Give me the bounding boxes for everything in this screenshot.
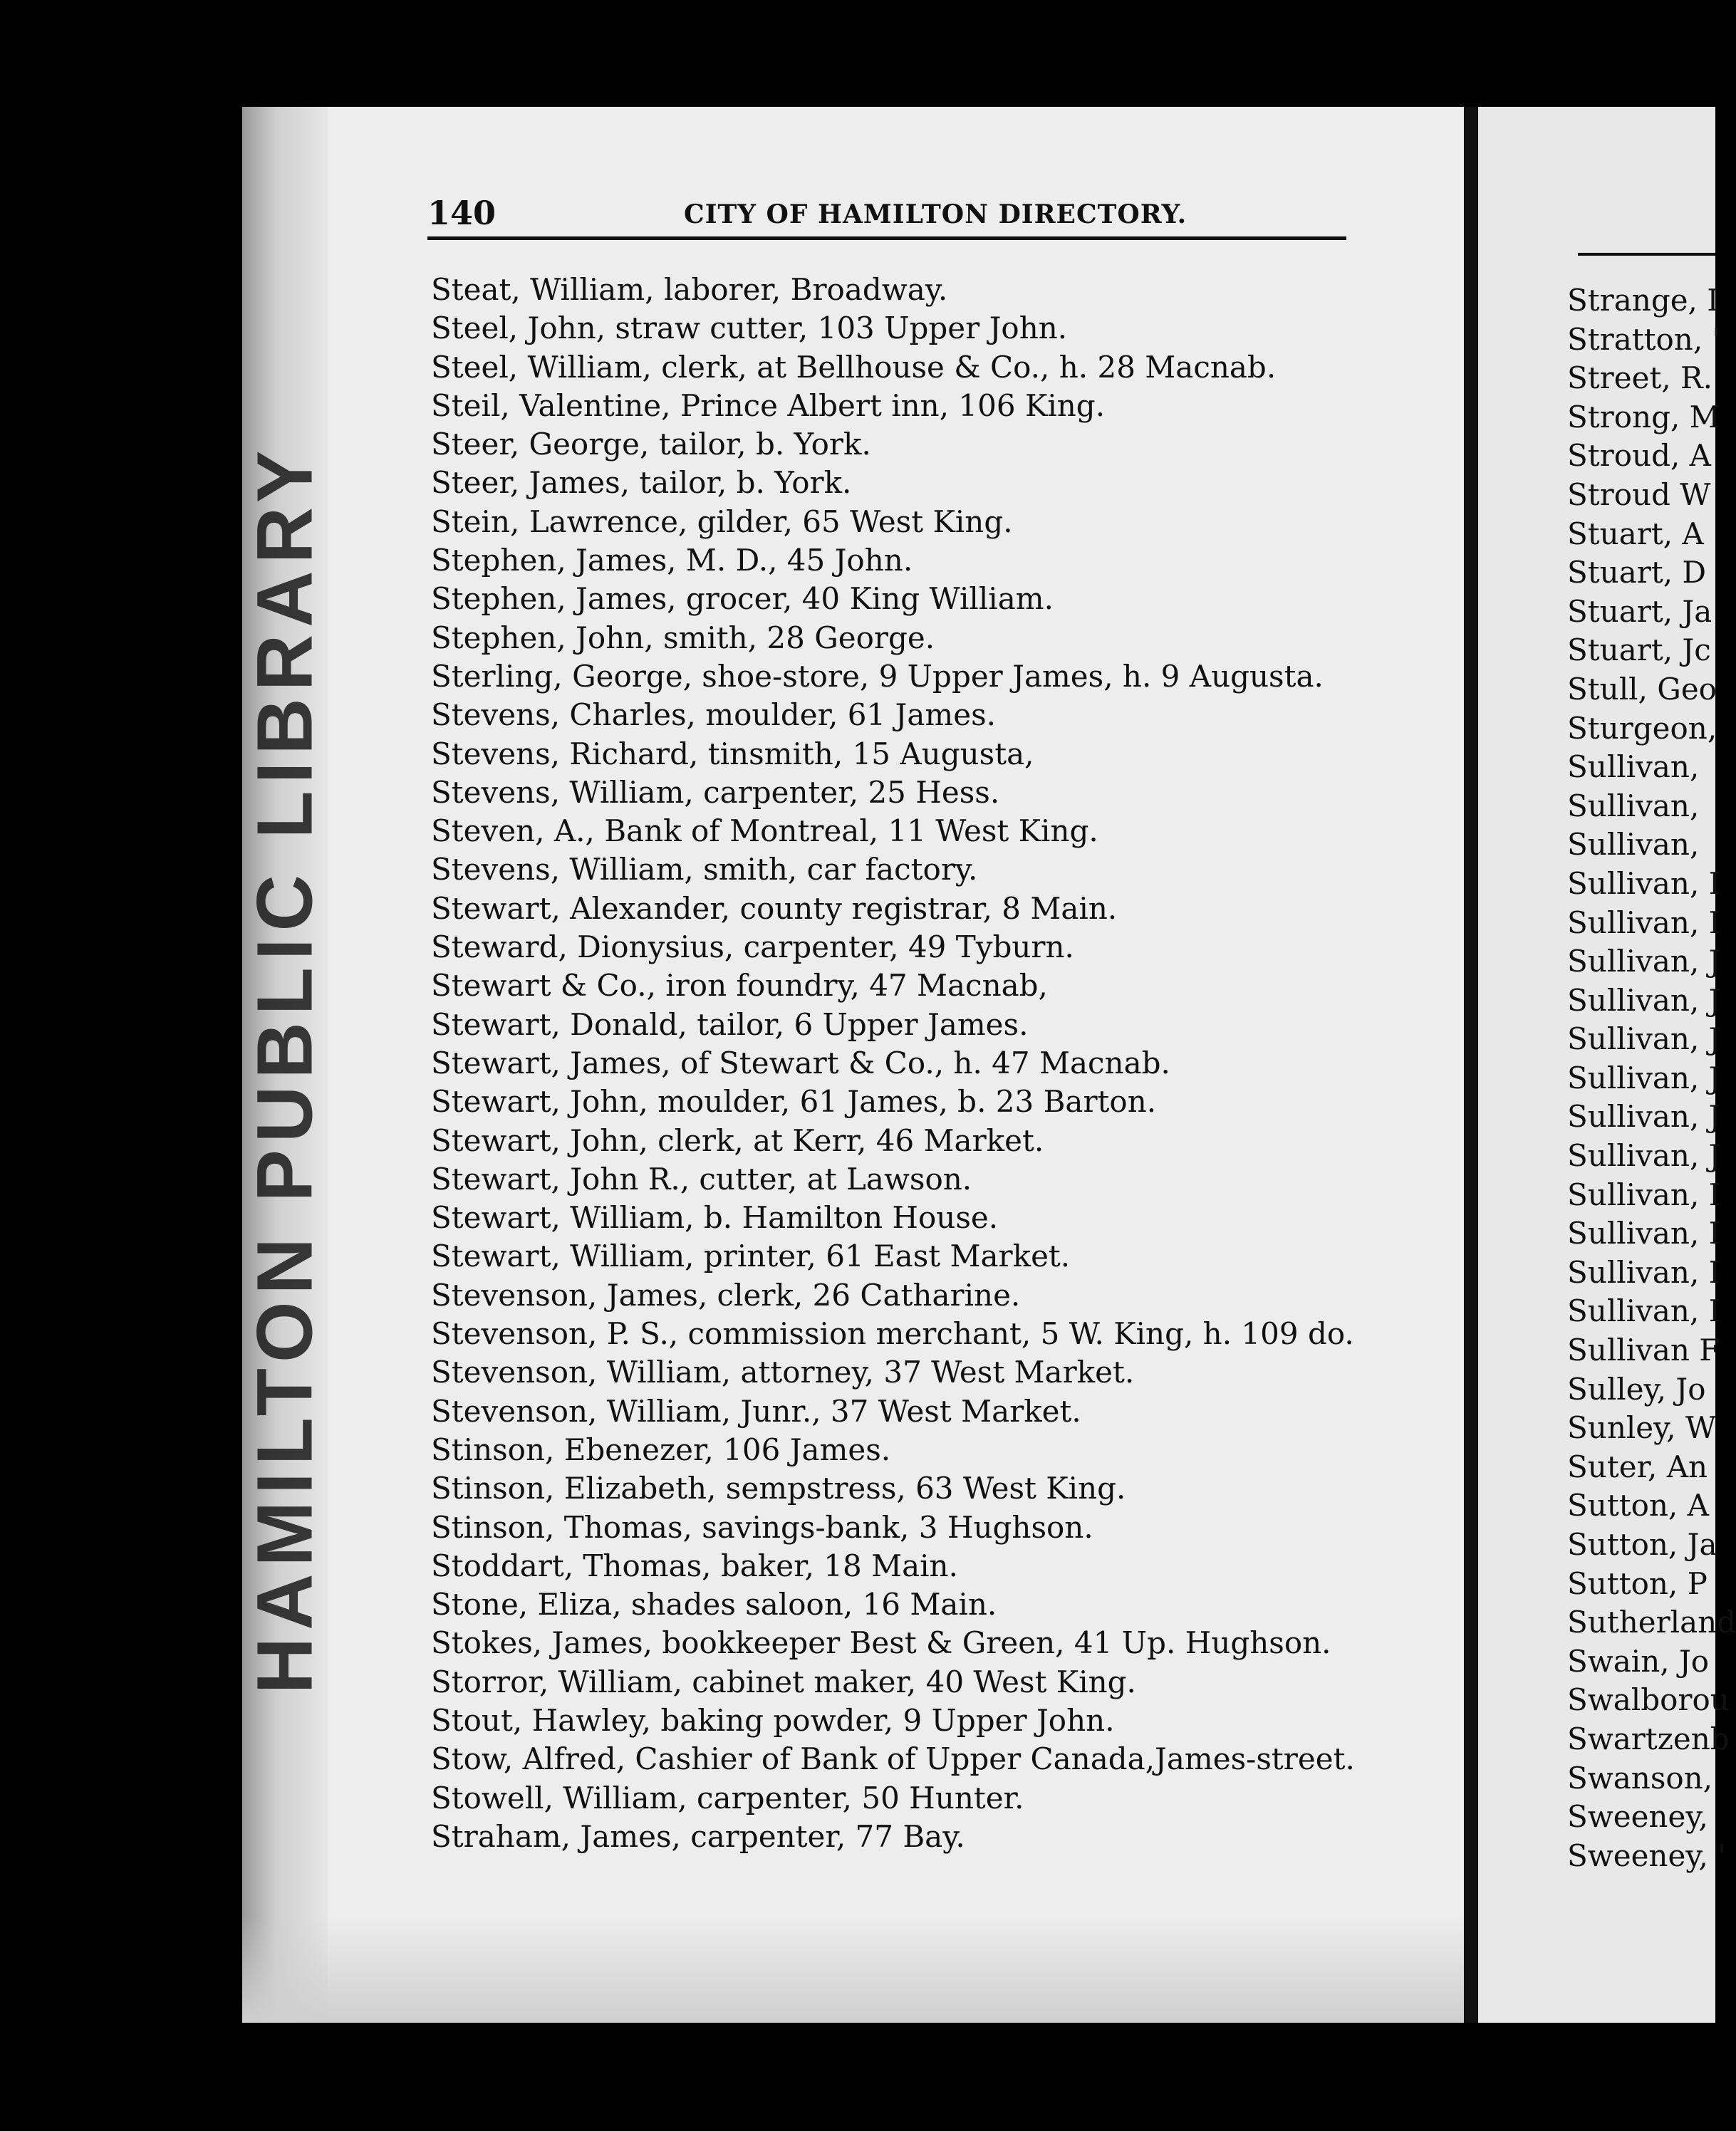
- right-header-rule: [1578, 253, 1715, 256]
- directory-entry: Storror, William, cabinet maker, 40 West King.: [431, 1664, 1136, 1699]
- directory-entry: Stuart, A: [1567, 516, 1704, 551]
- directory-entry: Sullivan, J: [1567, 1021, 1721, 1057]
- directory-entry: Stevens, William, carpenter, 25 Hess.: [431, 774, 1000, 810]
- directory-entry: Stroud, A: [1567, 438, 1711, 474]
- directory-entry: Swain, Jo: [1567, 1643, 1710, 1679]
- directory-entry: Stewart, William, b. Hamilton House.: [431, 1200, 999, 1236]
- directory-entry: Swartzenb: [1567, 1721, 1730, 1756]
- directory-entry: Straham, James, carpenter, 77 Bay.: [431, 1818, 965, 1854]
- directory-entry: Sullivan F: [1567, 1333, 1720, 1368]
- page-header: [427, 194, 1346, 236]
- directory-entry: Stevens, Charles, moulder, 61 James.: [431, 697, 996, 733]
- directory-entry: Sterling, George, shoe-store, 9 Upper James, h. 9 Augusta.: [431, 658, 1324, 694]
- directory-entry: Stewart, William, printer, 61 East Market.: [431, 1239, 1071, 1274]
- directory-entry: Stokes, James, bookkeeper Best & Green, 41 Up. Hughson.: [431, 1625, 1331, 1661]
- directory-entry: Stow, Alfred, Cashier of Bank of Upper Canada,James-street.: [431, 1741, 1355, 1777]
- directory-entry: Stephen, John, smith, 28 George.: [431, 620, 935, 655]
- directory-entry: Stuart, D: [1567, 555, 1707, 590]
- directory-entry: Stevenson, P. S., commission merchant, 5 W. King, h. 109 do.: [431, 1316, 1354, 1352]
- directory-entry: Stewart, James, of Stewart & Co., h. 47 Macnab.: [431, 1045, 1170, 1080]
- directory-entry: Stull, Geo: [1567, 671, 1717, 707]
- directory-entry: Sullivan, I: [1567, 865, 1721, 901]
- directory-entry: Stoddart, Thomas, baker, 18 Main.: [431, 1548, 958, 1583]
- directory-entry: Sweeney,: [1567, 1799, 1708, 1835]
- directory-entry: Sutton, Ja: [1567, 1527, 1717, 1562]
- directory-entry: Steward, Dionysius, carpenter, 49 Tyburn.: [431, 929, 1074, 965]
- directory-entry: Steil, Valentine, Prince Albert inn, 106 King.: [431, 387, 1106, 423]
- directory-entry: Sullivan, I: [1567, 1293, 1721, 1329]
- directory-entry: Sturgeon,: [1567, 710, 1717, 746]
- directory-entry: Stratton, ': [1567, 321, 1721, 357]
- page-bottom-shadow: [242, 1916, 1475, 2023]
- directory-entry: Strong, M: [1567, 399, 1720, 434]
- directory-entry: Sutherland: [1567, 1605, 1736, 1640]
- directory-entry: Street, R.: [1567, 360, 1712, 396]
- directory-entry: Sullivan, J: [1567, 982, 1721, 1018]
- directory-entry: Sweeney, ': [1567, 1838, 1726, 1873]
- directory-entry: Sunley, W: [1567, 1410, 1717, 1446]
- directory-entry: Stinson, Elizabeth, sempstress, 63 West King.: [431, 1471, 1126, 1506]
- directory-entry: Sulley, Jo: [1567, 1371, 1706, 1407]
- directory-entry: Sullivan, J: [1567, 1138, 1721, 1174]
- directory-entry: Steer, James, tailor, b. York.: [431, 465, 852, 501]
- directory-entries: [431, 271, 1457, 1856]
- directory-entry: Stewart, John, moulder, 61 James, b. 23 Barton.: [431, 1084, 1157, 1120]
- directory-entry: Sullivan, I: [1567, 905, 1721, 940]
- directory-entry: Stinson, Thomas, savings-bank, 3 Hughson.: [431, 1509, 1093, 1545]
- library-stamp-text: HAMILTON PUBLIC LIBRARY: [241, 443, 329, 1694]
- directory-entry: Steel, John, straw cutter, 103 Upper John.: [431, 311, 1068, 346]
- directory-entry: Suter, An: [1567, 1449, 1708, 1484]
- directory-entry: Stevens, Richard, tinsmith, 15 Augusta,: [431, 736, 1034, 771]
- directory-entry: Stewart, John R., cutter, at Lawson.: [431, 1161, 972, 1197]
- right-page-entries: [1567, 281, 1736, 1875]
- book-gutter: [1464, 107, 1478, 2023]
- directory-entry: Sullivan,: [1567, 749, 1700, 785]
- directory-entry: Strange, I: [1567, 283, 1719, 318]
- directory-entry: Stephen, James, M. D., 45 John.: [431, 543, 913, 578]
- directory-entry: Stowell, William, carpenter, 50 Hunter.: [431, 1780, 1024, 1815]
- directory-entry: Stevenson, William, Junr., 37 West Market.: [431, 1393, 1081, 1429]
- directory-entry: Steel, William, clerk, at Bellhouse & Co., h. 28 Macnab.: [431, 349, 1277, 385]
- directory-entry: Swanson,: [1567, 1760, 1713, 1796]
- directory-entry: Stein, Lawrence, gilder, 65 West King.: [431, 504, 1013, 539]
- directory-entry: Sullivan, J: [1567, 1099, 1721, 1135]
- directory-entry: Sutton, P: [1567, 1565, 1708, 1601]
- running-head: CITY OF HAMILTON DIRECTORY.: [684, 199, 1187, 229]
- page-number: 140: [427, 194, 497, 232]
- directory-entry: Sullivan, I: [1567, 1177, 1721, 1212]
- directory-entry: Sullivan,: [1567, 788, 1700, 823]
- directory-entry: Sullivan, I: [1567, 1216, 1721, 1251]
- directory-entry: Stone, Eliza, shades saloon, 16 Main.: [431, 1587, 997, 1622]
- directory-entry: Stewart, Donald, tailor, 6 Upper James.: [431, 1006, 1029, 1042]
- directory-entry: Steat, William, laborer, Broadway.: [431, 272, 948, 307]
- directory-entry: Stout, Hawley, baking powder, 9 Upper John.: [431, 1702, 1115, 1738]
- directory-entry: Stuart, Ja: [1567, 593, 1712, 629]
- directory-entry: Steer, George, tailor, b. York.: [431, 427, 871, 462]
- directory-entry: Steven, A., Bank of Montreal, 11 West King.: [431, 813, 1098, 849]
- directory-entry: Stuart, Jc: [1567, 632, 1711, 668]
- directory-entry: Sullivan, J: [1567, 944, 1721, 979]
- directory-entry: Stroud W: [1567, 476, 1711, 512]
- directory-entry: Swalborou: [1567, 1682, 1730, 1718]
- directory-entry: Stephen, James, grocer, 40 King William.: [431, 581, 1054, 617]
- header-rule: [427, 236, 1346, 240]
- directory-entry: Sullivan, J: [1567, 1060, 1721, 1095]
- directory-entry: Stinson, Ebenezer, 106 James.: [431, 1432, 891, 1467]
- library-stamp: [241, 443, 329, 1694]
- directory-entry: Stewart, John, clerk, at Kerr, 46 Market.: [431, 1122, 1044, 1158]
- directory-entry: Stevenson, James, clerk, 26 Catharine.: [431, 1277, 1021, 1313]
- directory-entry: Sullivan,: [1567, 827, 1700, 863]
- directory-entry: Sullivan, I: [1567, 1254, 1721, 1290]
- directory-entry: Sutton, A: [1567, 1488, 1709, 1523]
- directory-entry: Stewart, Alexander, county registrar, 8 Main.: [431, 890, 1118, 926]
- directory-entry: Stewart & Co., iron foundry, 47 Macnab,: [431, 968, 1048, 1004]
- directory-entry: Stevenson, William, attorney, 37 West Market.: [431, 1355, 1135, 1390]
- directory-entry: Stevens, William, smith, car factory.: [431, 852, 978, 887]
